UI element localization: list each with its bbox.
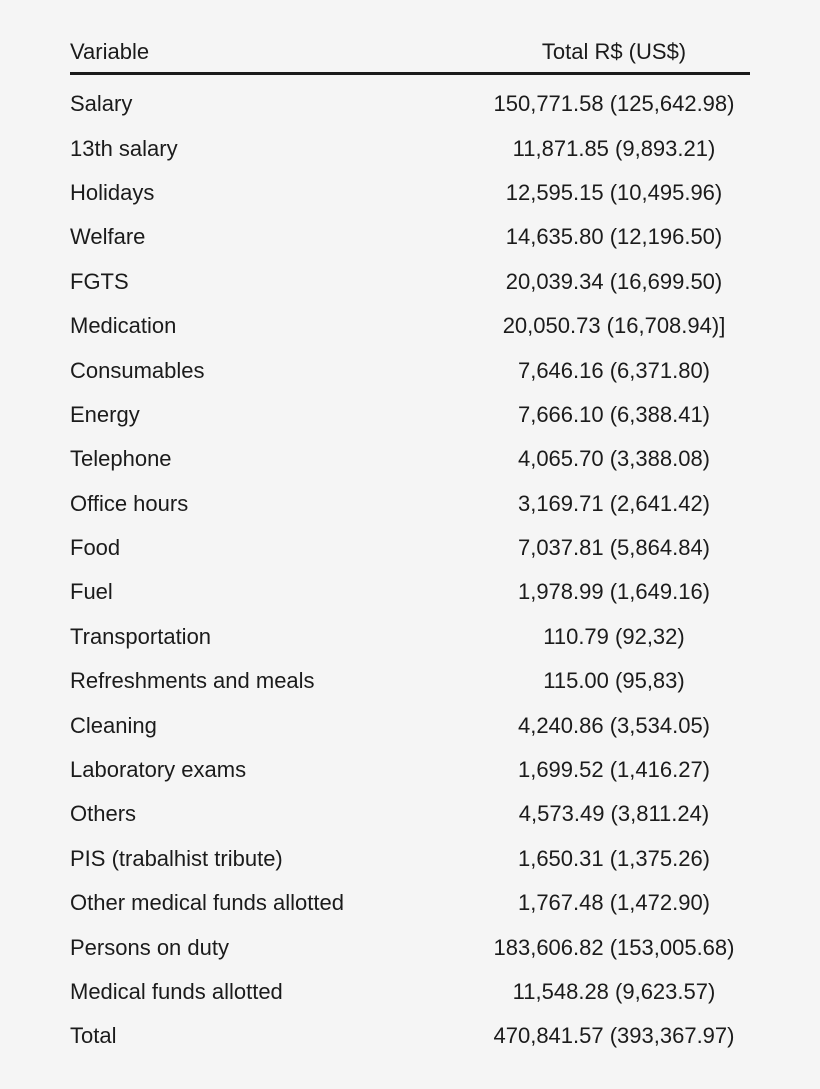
row-total-value: 1,650.31 (1,375.26) [517,845,711,871]
header-rule [70,72,750,75]
row-variable-label: Telephone [70,446,172,472]
row-variable-label: Total [70,1023,117,1049]
table-row [70,570,750,614]
row-variable-label: Cleaning [70,712,157,738]
row-total-value: 12,595.15 (10,495.96) [505,179,723,205]
table-row [70,970,750,1014]
row-variable-label: Salary [70,91,133,117]
table-row [70,837,750,881]
table-row [70,393,750,437]
row-variable-label: Persons on duty [70,934,229,960]
row-variable-label: Office hours [70,490,189,516]
row-variable-label: Fuel [70,579,113,605]
row-variable-label: Medication [70,313,177,339]
row-total-value: 1,978.99 (1,649.16) [517,579,711,605]
table-row [70,171,750,215]
table-header [70,40,750,64]
row-total-value: 20,050.73 (16,708.94)] [502,313,726,339]
table-row [70,659,750,703]
row-total-value: 7,666.10 (6,388.41) [517,401,711,427]
table-row [70,925,750,969]
row-variable-label: Other medical funds allotted [70,890,344,916]
row-total-value: 11,871.85 (9,893.21) [512,135,716,161]
table-row [70,126,750,170]
row-total-value: 1,767.48 (1,472.90) [517,890,711,916]
row-variable-label: Others [70,801,137,827]
table-row [70,1014,750,1058]
table-row [70,304,750,348]
row-total-value: 3,169.71 (2,641.42) [517,490,711,516]
row-variable-label: Medical funds allotted [70,979,283,1004]
row-total-value: 4,573.49 (3,811.24) [518,801,710,827]
table-row [70,526,750,570]
row-variable-label: 13th salary [70,135,178,161]
row-total-value: 183,606.82 (153,005.68) [493,934,735,960]
table-row [70,260,750,304]
row-total-value: 115.00 (95,83) [543,668,685,694]
row-variable-label: Laboratory exams [70,757,247,783]
row-total-value: 1,699.52 (1,416.27) [517,757,711,783]
table-row [70,215,750,259]
table-row [70,615,750,659]
row-total-value: 7,646.16 (6,371.80) [517,357,711,383]
row-variable-label: FGTS [70,268,129,294]
row-total-value: 470,841.57 (393,367.97) [493,1023,735,1049]
row-variable-label: Transportation [70,623,212,649]
row-total-value: 20,039.34 (16,699.50) [505,268,723,294]
column-header-variable: Variable [70,39,150,64]
table-row [70,703,750,747]
table-row [70,792,750,836]
row-variable-label: Refreshments and meals [70,668,315,694]
row-total-value: 4,065.70 (3,388.08) [517,446,711,472]
column-header-total: Total R$ (US$) [541,39,687,64]
row-variable-label: Welfare [70,224,146,250]
row-variable-label: Energy [70,401,140,427]
table-row [70,348,750,392]
row-total-value: 150,771.58 (125,642.98) [493,91,735,117]
row-variable-label: PIS (trabalhist tribute) [70,845,283,871]
row-total-value: 14,635.80 (12,196.50) [505,224,723,250]
row-total-value: 4,240.86 (3,534.05) [517,712,711,738]
table-row [70,82,750,126]
row-variable-label: Food [70,535,121,561]
row-total-value: 110.79 (92,32) [543,623,685,649]
table-row [70,748,750,792]
table-row [70,881,750,925]
table-row [70,437,750,481]
row-total-value: 11,548.28 (9,623.57) [512,979,716,1004]
row-variable-label: Consumables [70,357,205,383]
row-variable-label: Holidays [70,179,155,205]
row-total-value: 7,037.81 (5,864.84) [517,535,711,561]
table-row [70,482,750,526]
table-rows [70,79,750,1059]
